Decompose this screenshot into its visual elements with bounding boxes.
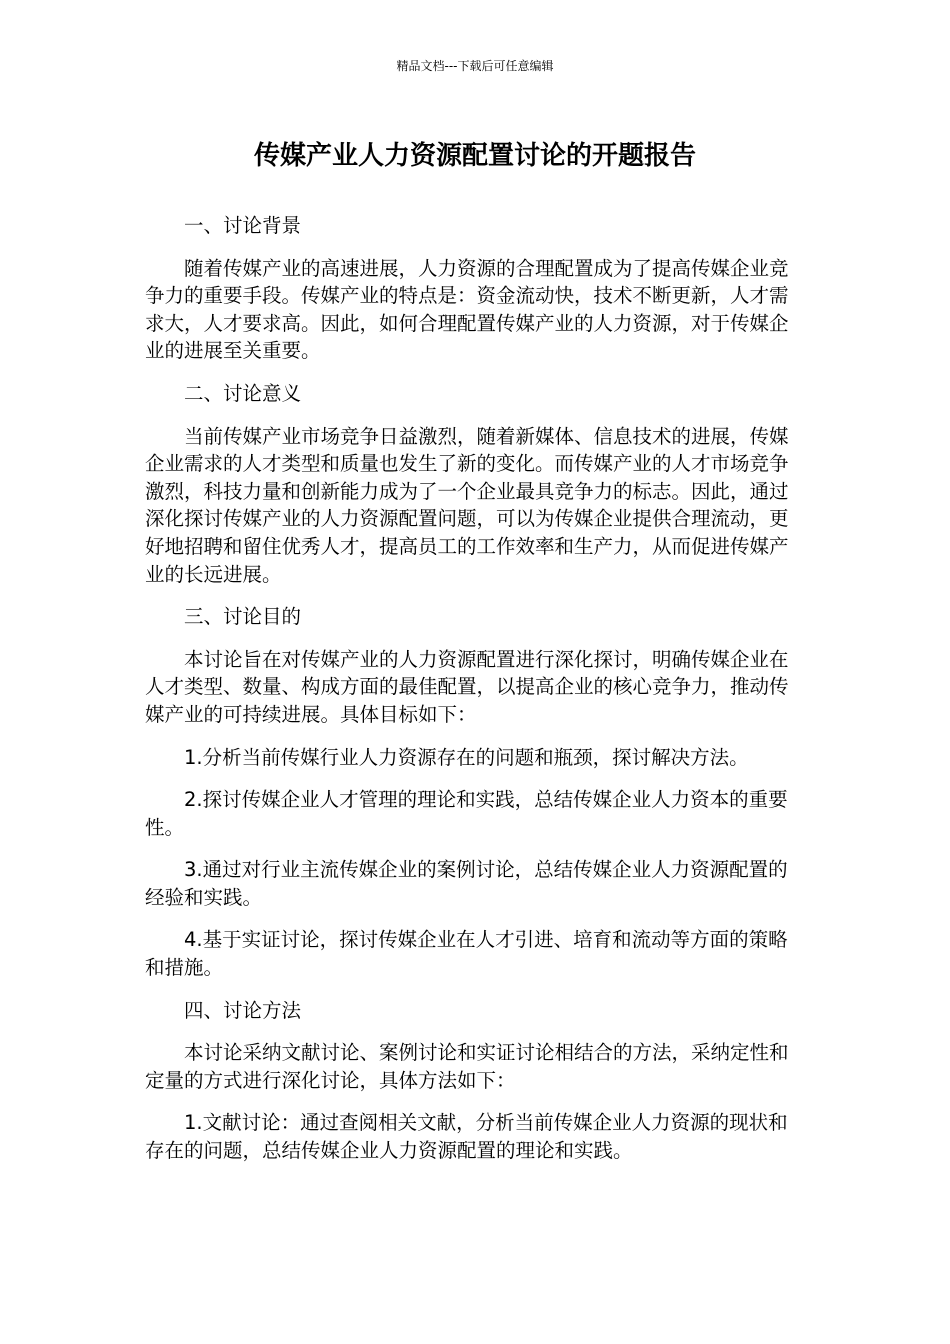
header-note: 精品文档---下载后可任意编辑 [396,59,554,73]
purpose-item-3: 3.通过对行业主流传媒企业的案例讨论，总结传媒企业人力资源配置的经验和实践。 [145,858,788,909]
purpose-item-2: 2.探讨传媒企业人才管理的理论和实践，总结传媒企业人力资本的重要性。 [145,788,788,839]
section-heading-significance: 二、讨论意义 [184,381,302,405]
section-heading-method: 四、讨论方法 [184,998,302,1022]
method-item-1: 1.文献讨论：通过查阅相关文献，分析当前传媒企业人力资源的现状和存在的问题，总结传媒企业人力资源配置的理论和实践。 [145,1111,788,1163]
document-title: 传媒产业人力资源配置讨论的开题报告 [253,141,696,171]
purpose-item-4: 4.基于实证讨论，探讨传媒企业在人才引进、培育和流动等方面的策略和措施。 [145,928,788,980]
background-paragraph: 随着传媒产业的高速进展，人力资源的合理配置成为了提高传媒企业竞争力的重要手段。传媒产业的特点是：资金流动快，技术不断更新，人才需求大，人才要求高。因此，如何合理配置传媒产业的人力资源，对于传媒企业的进展至关重要。 [145,256,789,363]
significance-paragraph: 当前传媒产业市场竞争日益激烈，随着新媒体、信息技术的进展，传媒企业需求的人才类型和质量也发生了新的变化。而传媒产业的人才市场竞争激烈，科技力量和创新能力成为了一个企业最具竞争力的标志。因此，通过深化探讨传媒产业的人力资源配置问题，可以为传媒企业提供合理流动，更好地招聘和留住优秀人才，提高员工的工作效率和生产力，从而促进传媒产业的长远进展。 [145,424,789,586]
purpose-item-1: 1.分析当前传媒行业人力资源存在的问题和瓶颈，探讨解决方法。 [184,745,749,769]
document-body [145,212,805,1165]
section-heading-background: 一、讨论背景 [184,214,302,237]
purpose-intro-paragraph: 本讨论旨在对传媒产业的人力资源配置进行深化探讨，明确传媒企业在人才类型、数量、构成方面的最佳配置，以提高企业的核心竞争力，推动传媒产业的可持续进展。具体目标如下： [145,647,789,726]
section-heading-purpose: 三、讨论目的 [184,605,302,629]
method-intro-paragraph: 本讨论采纳文献讨论、案例讨论和实证讨论相结合的方法，采纳定性和定量的方式进行深化讨论，具体方法如下： [145,1041,789,1092]
